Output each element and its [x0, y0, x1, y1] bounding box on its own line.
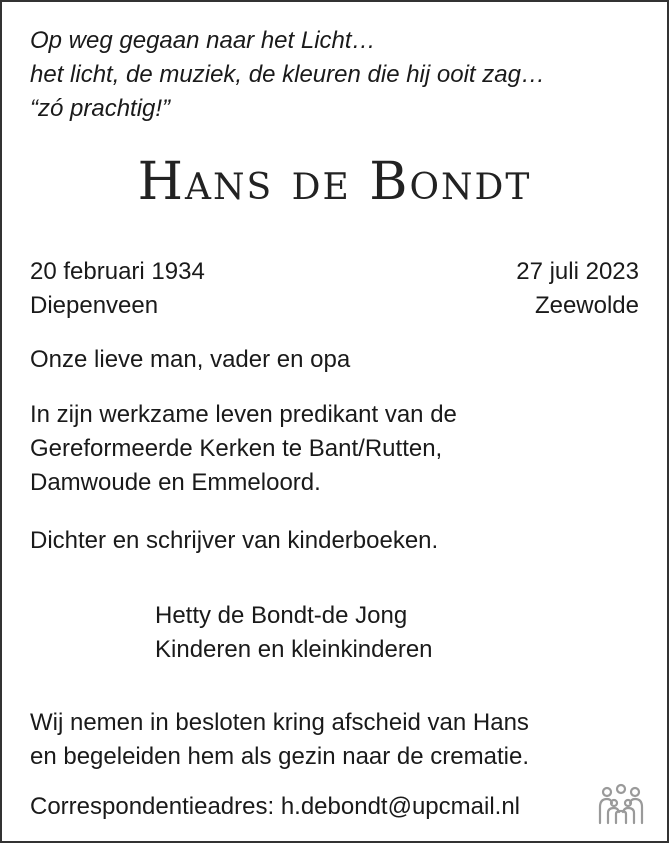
author-text: Dichter en schrijver van kinderboeken.: [30, 527, 439, 554]
death-date: 27 juli 2023: [516, 258, 639, 285]
death-place: Zeewolde: [534, 292, 639, 319]
career-text: [30, 398, 457, 500]
family-icon: [597, 783, 645, 827]
poem-line-1: Op weg gegaan naar het Licht…: [30, 27, 376, 54]
farewell-line-1: Wij nemen in besloten kring afscheid van Hans: [30, 709, 529, 736]
correspondence-address: Correspondentieadres: h.debondt@upcmail.nl: [30, 793, 520, 820]
birth-date: 20 februari 1934: [30, 258, 205, 285]
poem-line-2: het licht, de muziek, de kleuren die hij ooit zag…: [30, 61, 545, 88]
farewell-text: [30, 706, 529, 774]
intro-text: Onze lieve man, vader en opa: [30, 346, 351, 373]
birth-place: Diepenveen: [30, 292, 159, 319]
poem-line-3: “zó prachtig!”: [30, 95, 171, 122]
family-line-2: Kinderen en kleinkinderen: [155, 636, 433, 663]
family-signatures: [155, 599, 433, 667]
poem: [30, 24, 545, 126]
career-line-2: Gereformeerde Kerken te Bant/Rutten,: [30, 435, 443, 462]
career-line-3: Damwoude en Emmeloord.: [30, 469, 321, 496]
family-line-1: Hetty de Bondt-de Jong: [155, 602, 408, 629]
life-dates: [30, 255, 639, 323]
farewell-line-2: en begeleiden hem als gezin naar de crematie.: [30, 743, 529, 770]
career-line-1: In zijn werkzame leven predikant van de: [30, 401, 457, 428]
deceased-name: Hans de Bondt: [137, 152, 532, 212]
